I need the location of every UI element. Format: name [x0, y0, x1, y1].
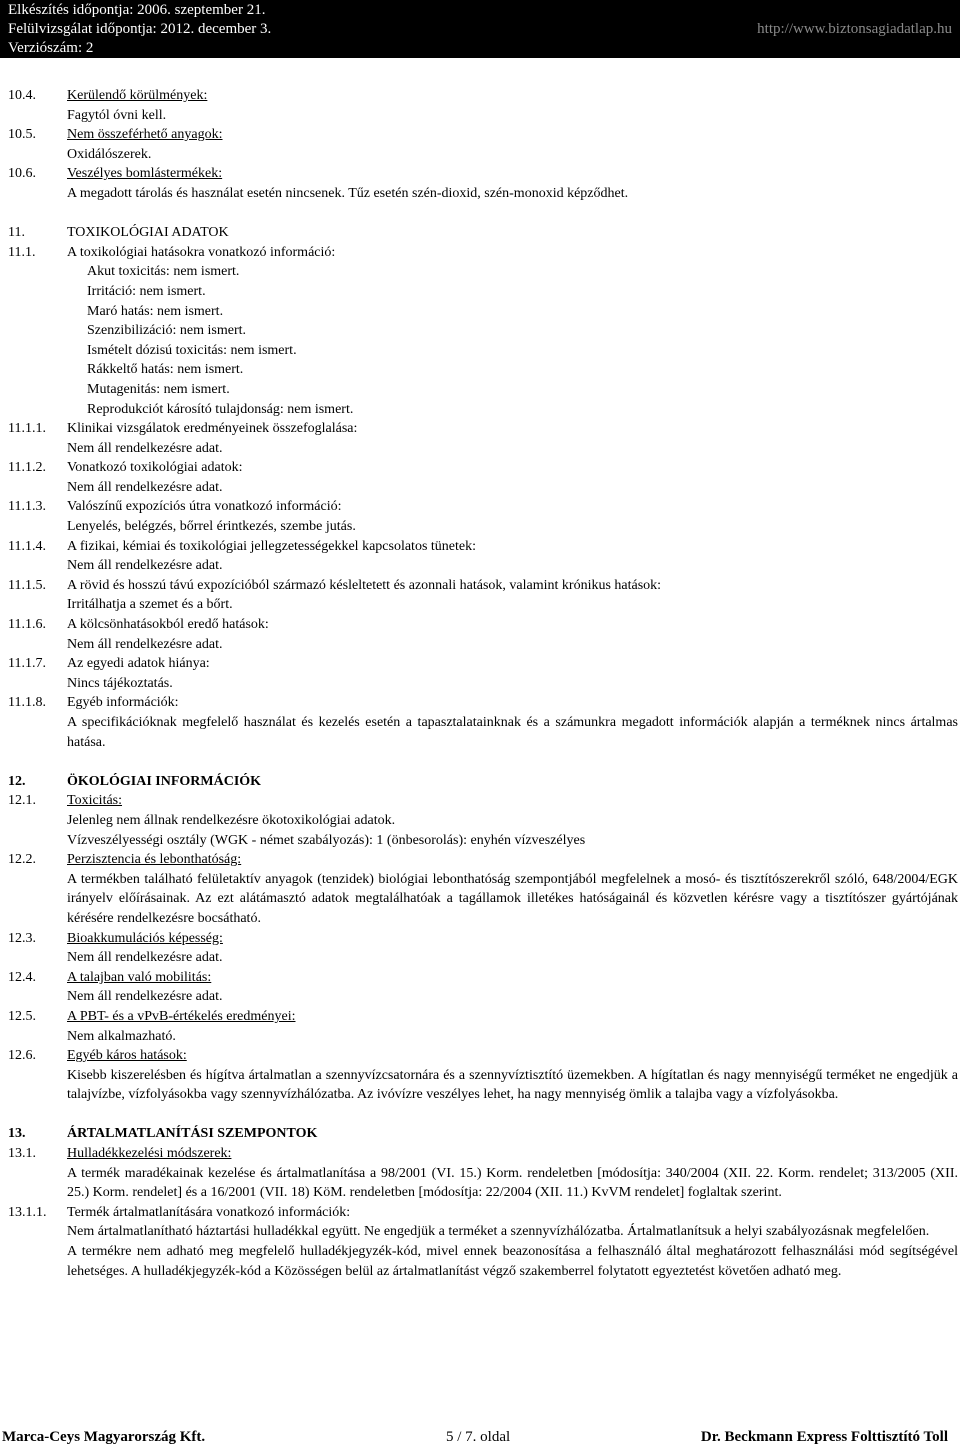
section-value: Jelenleg nem állnak rendelkezésre ökotoxikológiai adatok. [67, 812, 396, 828]
section-value: A termékben található felületaktív anyagok (tenzidek) biológiai lebonthatóság szempontjából megfelelnek a mosó- és tisztítószerekről szóló, 648/2004/EGK irányelv előírásainak. Az ezt alátámasztó adatok megtalálhatóak a tagállamok illetékes hatóságainál és közvetlen kérésre vagy a tisztítószer gyártójának kérésére rendelkezésre bocsátható. [67, 871, 958, 926]
section-value: Lenyelés, belégzés, bőrrel érintkezés, szembe jutás. [67, 519, 356, 535]
section-value: Oxidálószerek. [67, 146, 152, 162]
company-name: Marca-Ceys Magyarország Kft. [2, 1429, 206, 1445]
section-12-1 [8, 791, 958, 850]
section-10-5 [8, 125, 958, 145]
document-body [8, 86, 958, 1281]
section-number: 10.6. [8, 166, 36, 182]
list-item: Mutagenitás: nem ismert. [87, 381, 230, 397]
section-content [67, 1144, 958, 1203]
section-title: Egyéb káros hatások: [67, 1048, 187, 1064]
section-content [67, 615, 958, 654]
section-title: Veszélyes bomlástermékek: [67, 166, 223, 182]
section-value: Nem áll rendelkezésre adat. [67, 440, 223, 456]
section-11-heading [8, 223, 958, 243]
section-value: A megadott tárolás és használat esetén nincsenek. Tűz esetén szén-dioxid, szén-monoxid képződhet. [67, 185, 629, 201]
section-title: Egyéb információk: [67, 695, 179, 711]
section-number: 12.6. [8, 1048, 36, 1064]
section-value: Nem áll rendelkezésre adat. [67, 558, 223, 574]
number-spacer [8, 106, 67, 126]
number-spacer [8, 145, 67, 165]
section-number: 11.1.8. [8, 695, 46, 711]
section-11-1-6 [8, 615, 958, 654]
section-number: 12. [8, 773, 26, 789]
section-title: Toxicitás: [67, 793, 123, 809]
number-spacer [8, 184, 67, 204]
section-value: Nincs tájékoztatás. [67, 675, 173, 691]
section-title: A kölcsönhatásokból eredő hatások: [67, 617, 269, 633]
section-number: 12.2. [8, 852, 36, 868]
section-number: 11. [8, 225, 25, 241]
section-10-6-value-row [8, 184, 958, 204]
section-11-1-2 [8, 458, 958, 497]
section-content [67, 1046, 958, 1105]
section-number: 12.5. [8, 1008, 36, 1024]
section-number: 11.1.7. [8, 656, 46, 672]
section-number: 13.1.1. [8, 1204, 47, 1220]
header-url-link[interactable]: http://www.biztonsagiadatlap.hu [757, 21, 952, 37]
page-header [0, 0, 960, 58]
section-10-6 [8, 164, 958, 184]
section-11-1-7 [8, 654, 958, 693]
section-value: Kisebb kiszerelésben és hígítva ártalmatlan a szennyvízcsatornára és a szennyvíztisztító üzemekben. A hígítatlan és nagy mennyiségű terméket ne engedjük a talajvízbe, vízfolyásokba vagy szennyvízhálózatba. Az ivóvízre veszélyes lehet, ha nagy mennyiség ömlik a talajba vagy a vízfolyásokba. [67, 1067, 958, 1103]
section-content [67, 693, 958, 752]
section-number: 12.3. [8, 930, 36, 946]
section-value: A termék maradékainak kezelése és ártalmatlanítása a 98/2001 (VI. 15.) Korm. rendeletben [módosítja: 340/2004 (XII. 22. Korm. rendelet; 313/2005 (XII. 25.) Korm. rendelet] és a 16/2001 (VII. 18) KöM. rendeletben [módosítja: 22/2004 (XII. 11.) KvVM rendelet] foglaltak szerint. [67, 1165, 958, 1201]
section-value: Nem alkalmazható. [67, 1028, 176, 1044]
section-number: 10.4. [8, 88, 36, 103]
list-item: Maró hatás: nem ismert. [87, 303, 224, 319]
section-content [67, 791, 958, 850]
section-value: Nem áll rendelkezésre adat. [67, 989, 223, 1005]
section-value: Fagytól óvni kell. [67, 107, 167, 123]
section-content [67, 497, 958, 536]
number-spacer [8, 262, 67, 419]
section-11-1-1 [8, 419, 958, 458]
section-value: Irritálhatja a szemet és a bőrt. [67, 597, 233, 613]
section-value: Nem áll rendelkezésre adat. [67, 636, 223, 652]
section-content [67, 1203, 958, 1281]
section-content [67, 419, 958, 458]
section-number: 12.4. [8, 969, 36, 985]
created-date: Elkészítés időpontja: 2006. szeptember 21. [8, 2, 266, 18]
list-item: Irritáció: nem ismert. [87, 283, 206, 299]
section-11-1-5 [8, 576, 958, 615]
section-title: Hulladékkezelési módszerek: [67, 1146, 232, 1162]
section-number: 13.1. [8, 1146, 36, 1162]
section-title: Kerülendő körülmények: [67, 88, 208, 103]
section-12-5 [8, 1007, 958, 1046]
section-10-5-value-row [8, 145, 958, 165]
section-12-6 [8, 1046, 958, 1105]
section-title: A toxikológiai hatásokra vonatkozó információ: [67, 244, 336, 260]
section-13-1 [8, 1144, 958, 1203]
section-11-1-4 [8, 537, 958, 576]
section-title: A rövid és hosszú távú expozícióból származó késleltetett és azonnali hatások, valamint krónikus hatások: [67, 577, 662, 593]
section-value: A specifikációknak megfelelő használat és kezelés esetén a tapasztalatainknak és a számunkra megadott információk alapján a terméknek nincs ártalmas hatása. [67, 715, 958, 750]
toxicity-list [67, 262, 958, 419]
section-11-1 [8, 243, 958, 263]
section-number: 11.1.6. [8, 617, 46, 633]
section-12-heading [8, 772, 958, 792]
section-title: Vonatkozó toxikológiai adatok: [67, 460, 243, 476]
toxicity-list-row [8, 262, 958, 419]
section-title: Termék ártalmatlanítására vonatkozó információk: [67, 1204, 351, 1220]
section-content [67, 537, 958, 576]
section-number: 11.1.5. [8, 577, 46, 593]
section-title: A fizikai, kémiai és toxikológiai jellegzetességekkel kapcsolatos tünetek: [67, 538, 476, 554]
page-footer [0, 1428, 960, 1447]
section-content [67, 929, 958, 968]
list-item: Rákkeltő hatás: nem ismert. [87, 362, 244, 378]
section-title: ÁRTALMATLANÍTÁSI SZEMPONTOK [67, 1126, 318, 1142]
section-content [67, 1007, 958, 1046]
section-title: Klinikai vizsgálatok eredményeinek összefoglalása: [67, 421, 358, 437]
section-number: 13. [8, 1126, 26, 1142]
section-number: 11.1. [8, 244, 36, 260]
section-10-4 [8, 86, 958, 106]
header-dates [8, 1, 271, 58]
section-title: Az egyedi adatok hiánya: [67, 656, 210, 672]
page-number: 5 / 7. oldal [446, 1429, 511, 1445]
section-title: A PBT- és a vPvB-értékelés eredményei: [67, 1008, 296, 1024]
section-title: Nem összeférhető anyagok: [67, 127, 223, 143]
section-13-1-1 [8, 1203, 958, 1281]
section-number: 10.5. [8, 127, 36, 143]
revision-date: Felülvizsgálat időpontja: 2012. december 3. [8, 21, 272, 37]
section-title: Valószínű expozíciós útra vonatkozó információ: [67, 499, 342, 515]
section-number: 11.1.4. [8, 538, 46, 554]
section-content [67, 576, 958, 615]
section-10-4-value-row [8, 106, 958, 126]
section-11-1-3 [8, 497, 958, 536]
list-item: Reprodukciót károsító tulajdonság: nem ismert. [87, 401, 354, 417]
section-content [67, 968, 958, 1007]
section-title: A talajban való mobilitás: [67, 969, 212, 985]
section-11-1-8 [8, 693, 958, 752]
section-value: Nem áll rendelkezésre adat. [67, 479, 223, 495]
section-number: 11.1.1. [8, 421, 46, 437]
section-12-3 [8, 929, 958, 968]
product-name: Dr. Beckmann Express Folttisztító Toll [700, 1429, 948, 1445]
section-title: ÖKOLÓGIAI INFORMÁCIÓK [67, 773, 262, 789]
section-number: 11.1.3. [8, 499, 46, 515]
list-item: Szenzibilizáció: nem ismert. [87, 323, 247, 339]
section-12-4 [8, 968, 958, 1007]
section-value: A termékre nem adható meg megfelelő hulladékjegyzék-kód, mivel ennek beazonosítása a felhasználó által meghatározott felhasználási mód segítségével lehetséges. A hulladékjegyzék-kód a Közösségen belül az ártalmatlanítást végző szakemberrel folytatott egyeztetést követően adható meg. [67, 1244, 958, 1279]
section-content [67, 654, 958, 693]
section-value: Nem ártalmatlanítható háztartási hulladékkal együtt. Ne engedjük a terméket a szennyvízhálózatba. Ártalmatlanítsuk a helyi szabályozásnak megfelelően. [67, 1224, 930, 1240]
list-item: Akut toxicitás: nem ismert. [87, 264, 240, 280]
section-content [67, 850, 958, 928]
list-item: Ismételt dózisú toxicitás: nem ismert. [87, 342, 297, 358]
section-title: TOXIKOLÓGIAI ADATOK [67, 225, 229, 241]
section-title: Bioakkumulációs képesség: [67, 930, 223, 946]
section-13-heading [8, 1124, 958, 1144]
section-number: 12.1. [8, 793, 36, 809]
section-12-2 [8, 850, 958, 928]
section-value: Nem áll rendelkezésre adat. [67, 950, 223, 966]
section-title: Perzisztencia és lebonthatóság: [67, 852, 242, 868]
version-number: Verziószám: 2 [8, 40, 94, 56]
section-number: 11.1.2. [8, 460, 46, 476]
section-value: Vízveszélyességi osztály (WGK - német szabályozás): 1 (önbesorolás): enyhén vízveszélyes [67, 832, 586, 848]
section-content [67, 458, 958, 497]
